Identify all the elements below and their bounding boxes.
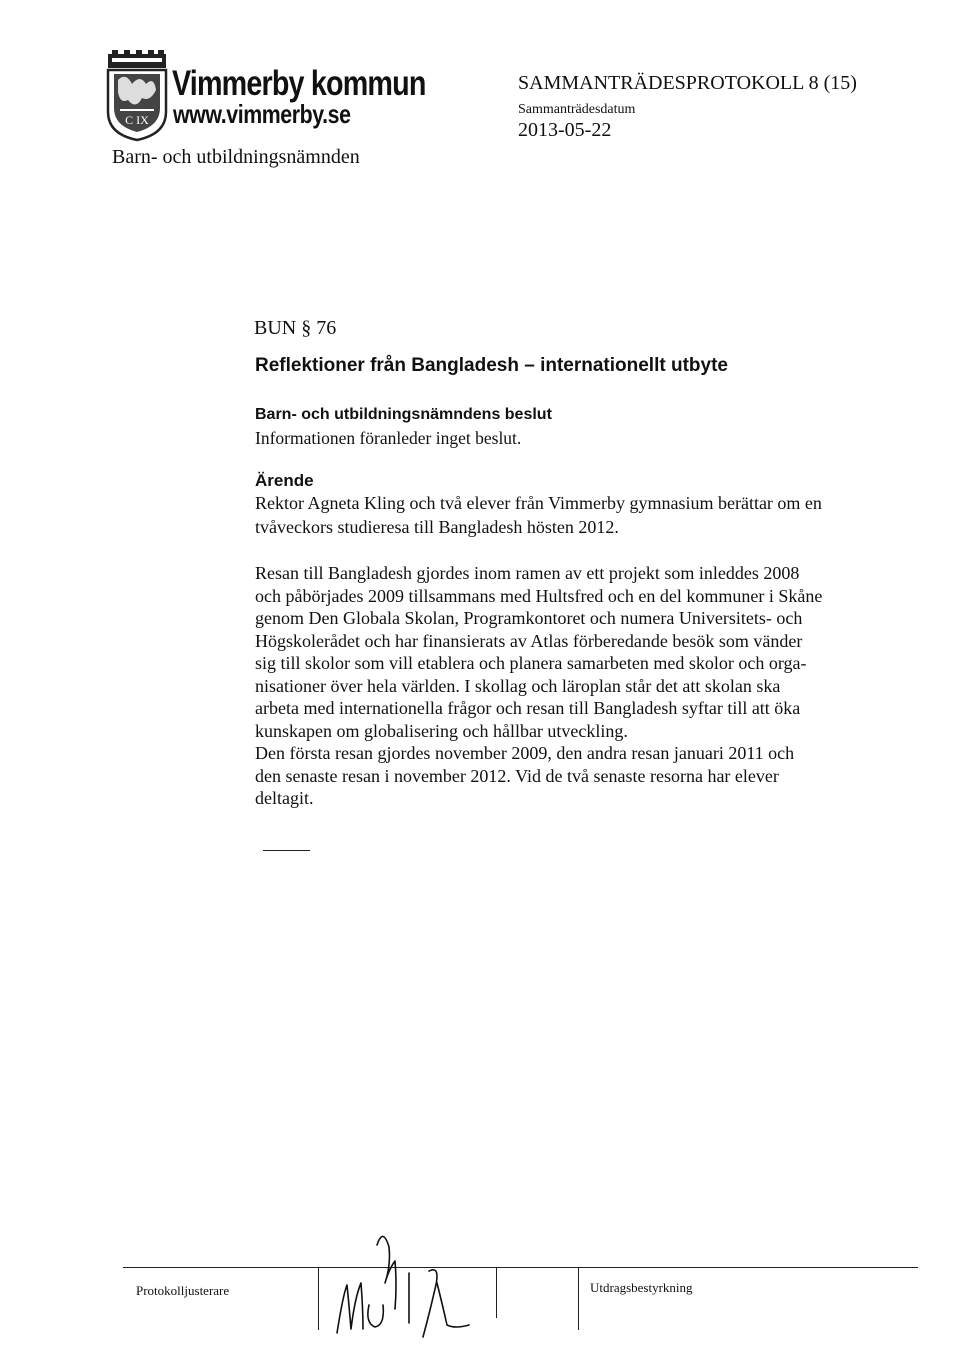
body-line: Resan till Bangladesh gjordes inom ramen av ett projekt som inleddes 2008 <box>255 563 800 583</box>
adjuster-label: Protokolljusterare <box>136 1283 230 1298</box>
body-line: arbeta med internationella frågor och resan till Bangladesh syftar till att öka <box>255 698 801 718</box>
extract-certification-label: Utdragsbestyrkning <box>590 1280 693 1295</box>
body-line: deltagit. <box>255 788 314 808</box>
case-body <box>255 562 885 810</box>
footer-divider <box>123 1267 918 1268</box>
case-heading: Ärende <box>255 471 314 490</box>
body-line: nisationer över hela världen. I skollag och läroplan står det att skolan ska <box>255 675 781 696</box>
case-description: Rektor Agneta Kling och två elever från Vimmerby gymnasium berättar om en tvåveckors studieresa till Bangladesh hösten 2012. <box>255 493 822 537</box>
section-number: BUN § 76 <box>254 317 337 339</box>
section-end-divider <box>263 850 310 851</box>
body-line: Högskolerådet och har finansierats av Atlas förberedande besök som vänder <box>255 630 803 651</box>
body-line: sig till skolor som vill etablera och planera samarbeten med skolor och orga- <box>255 653 807 673</box>
body-line: och påbörjades 2009 tillsammans med Hultsfred och en del kommuner i Skåne <box>255 585 823 606</box>
decision-heading: Barn- och utbildningsnämndens beslut <box>255 406 552 423</box>
signature-initials <box>325 1225 500 1350</box>
committee-name: Barn- och utbildningsnämnden <box>112 146 360 168</box>
body-line: kunskapen om globalisering och hållbar utveckling. <box>255 720 628 741</box>
date-value: 2013-05-22 <box>518 119 612 141</box>
document-title: SAMMANTRÄDESPROTOKOLL 8 (15) <box>518 72 857 94</box>
body-line: den senaste resan i november 2012. Vid de två senaste resorna har elever <box>255 765 779 786</box>
body-line: Den första resan gjordes november 2009, den andra resan januari 2011 och <box>255 743 795 763</box>
decision-text: Informationen föranleder inget beslut. <box>255 428 522 448</box>
website-link[interactable]: www.vimmerby.se <box>173 99 351 129</box>
svg-text:C IX: C IX <box>125 113 149 127</box>
coat-of-arms-icon <box>106 50 168 142</box>
footer-column-divider <box>318 1268 319 1330</box>
body-line: genom Den Globala Skolan, Programkontoret och numera Universitets- och <box>255 608 803 628</box>
case-title: Reflektioner från Bangladesh – internationellt utbyte <box>255 355 728 376</box>
date-label: Sammanträdesdatum <box>518 102 636 117</box>
municipality-name: Vimmerby kommun <box>172 64 426 103</box>
footer-column-divider <box>578 1268 579 1330</box>
